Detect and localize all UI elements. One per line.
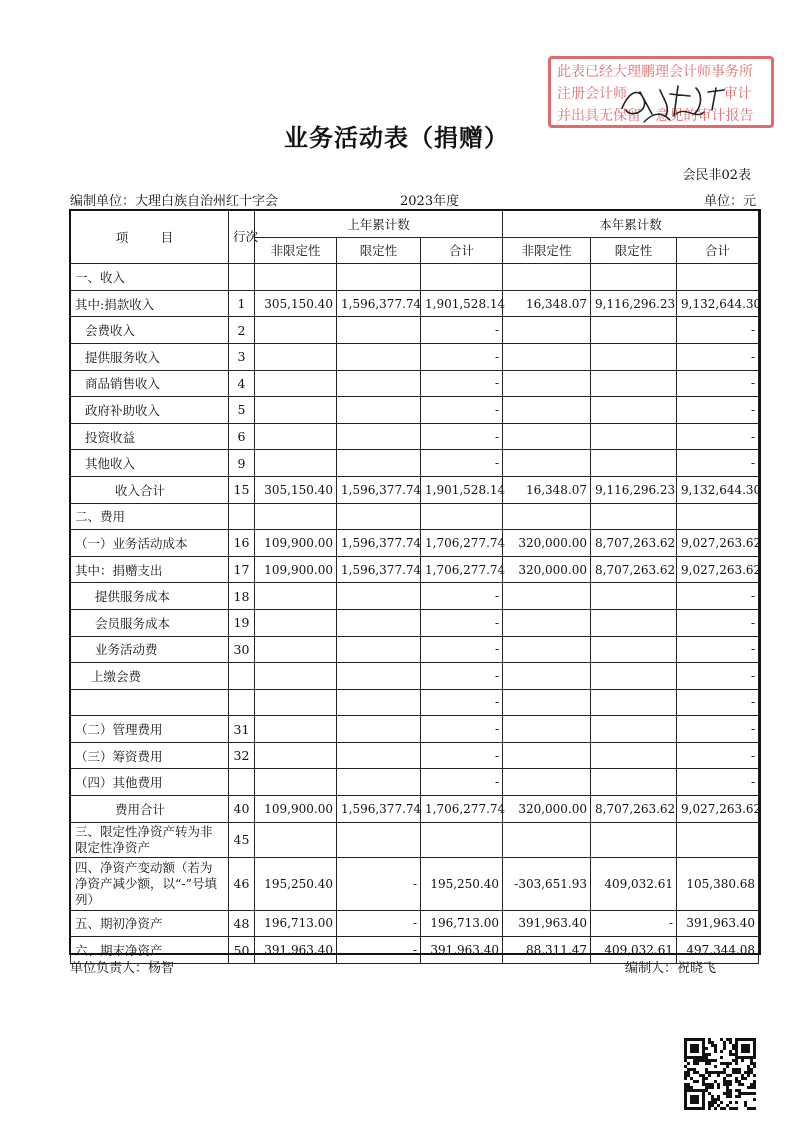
row-value: 1,596,377.74 (337, 530, 421, 557)
row-value: 305,150.40 (255, 476, 337, 503)
header-prev-year: 上年累计数 (255, 211, 503, 238)
table-row (71, 370, 759, 397)
row-line-no: 40 (229, 796, 255, 823)
row-value (421, 822, 503, 857)
row-value (503, 742, 591, 769)
row-value: 1,706,277.74 (421, 796, 503, 823)
row-value (337, 583, 421, 610)
row-line-no (229, 689, 255, 716)
row-line-no: 45 (229, 822, 255, 857)
row-value (503, 503, 591, 530)
row-value: 305,150.40 (255, 290, 337, 317)
row-value: - (421, 450, 503, 477)
row-value: 1,901,528.14 (421, 290, 503, 317)
row-label: 政府补助收入 (71, 397, 229, 424)
row-value (255, 716, 337, 743)
table-row (71, 583, 759, 610)
stamp-line-3: 并出具无保留 意见的审计报告 (557, 108, 754, 124)
row-value (503, 716, 591, 743)
row-line-no: 31 (229, 716, 255, 743)
org-name: 编制单位：大理白族自治州红十字会 (70, 194, 279, 209)
row-value: - (677, 450, 759, 477)
table-row (71, 663, 759, 690)
row-value: - (421, 609, 503, 636)
table-row (71, 609, 759, 636)
row-value (591, 583, 677, 610)
row-value (503, 663, 591, 690)
row-value: 391,963.40 (503, 910, 591, 937)
row-value (255, 317, 337, 344)
row-value (337, 264, 421, 291)
row-value: - (677, 609, 759, 636)
row-value: 320,000.00 (503, 530, 591, 557)
row-value: - (677, 397, 759, 424)
row-value (591, 689, 677, 716)
row-value (255, 423, 337, 450)
row-value (255, 769, 337, 796)
row-value: - (677, 716, 759, 743)
header-curr-total: 合计 (677, 237, 759, 264)
row-label: 六、期末净资产 (71, 937, 229, 964)
row-value: 1,596,377.74 (337, 556, 421, 583)
row-value: 1,596,377.74 (337, 290, 421, 317)
prepared-by: 编制人：祝晓飞 (624, 961, 716, 976)
responsible-person: 单位负责人：杨智 (70, 961, 175, 976)
header-curr-restricted: 限定性 (591, 237, 677, 264)
form-code: 会民非02表 (682, 168, 751, 183)
report-meta (70, 190, 756, 208)
row-value (337, 769, 421, 796)
row-label: 商品销售收入 (71, 370, 229, 397)
row-label: 二、费用 (71, 503, 229, 530)
row-value: - (337, 910, 421, 937)
row-value: 497,344.08 (677, 937, 759, 964)
row-value: 391,963.40 (255, 937, 337, 964)
row-value (503, 689, 591, 716)
row-value: - (421, 370, 503, 397)
row-value (337, 742, 421, 769)
row-value (255, 822, 337, 857)
row-value: - (421, 636, 503, 663)
table-row (71, 742, 759, 769)
row-label: 其他收入 (71, 450, 229, 477)
row-value: - (677, 423, 759, 450)
activity-table (70, 210, 762, 964)
row-value: 109,900.00 (255, 796, 337, 823)
row-value (503, 609, 591, 636)
row-value (503, 397, 591, 424)
row-value (255, 609, 337, 636)
row-value (255, 583, 337, 610)
header-line: 行次 (229, 211, 255, 264)
row-line-no (229, 663, 255, 690)
row-value (255, 503, 337, 530)
row-value: 391,963.40 (421, 937, 503, 964)
row-value (337, 450, 421, 477)
row-line-no: 18 (229, 583, 255, 610)
row-label: 收入合计 (71, 476, 229, 503)
header-item: 项 目 (71, 211, 229, 264)
table-row (71, 769, 759, 796)
row-value (337, 609, 421, 636)
row-value (337, 663, 421, 690)
row-value (255, 636, 337, 663)
row-value (591, 317, 677, 344)
row-value: - (421, 716, 503, 743)
row-label: 费用合计 (71, 796, 229, 823)
header-curr-year: 本年累计数 (503, 211, 759, 238)
row-label: 业务活动费 (71, 636, 229, 663)
row-value: 1,706,277.74 (421, 556, 503, 583)
row-value (337, 343, 421, 370)
row-value (677, 264, 759, 291)
row-label: 五、期初净资产 (71, 910, 229, 937)
row-value: -303,651.93 (503, 857, 591, 910)
row-line-no (229, 769, 255, 796)
row-value (503, 769, 591, 796)
table-row (71, 822, 759, 857)
row-value (591, 423, 677, 450)
row-value: 409,032.61 (591, 857, 677, 910)
table-row (71, 343, 759, 370)
row-value: - (421, 423, 503, 450)
row-line-no: 32 (229, 742, 255, 769)
row-value (503, 264, 591, 291)
row-value (255, 689, 337, 716)
row-value: - (421, 397, 503, 424)
stamp-line-1: 此表已经大理鹏理会计师事务所 (557, 64, 753, 80)
row-value (337, 689, 421, 716)
qr-code-icon (684, 1038, 756, 1110)
table-row (71, 689, 759, 716)
row-value (337, 822, 421, 857)
row-value: 1,596,377.74 (337, 476, 421, 503)
row-value: 196,713.00 (421, 910, 503, 937)
row-value: 109,900.00 (255, 556, 337, 583)
row-value (337, 370, 421, 397)
row-value: 320,000.00 (503, 796, 591, 823)
row-value: 1,901,528.14 (421, 476, 503, 503)
row-value: 391,963.40 (677, 910, 759, 937)
row-value: 9,027,263.62 (677, 556, 759, 583)
row-value (591, 264, 677, 291)
row-value (503, 583, 591, 610)
row-value (421, 264, 503, 291)
row-line-no: 5 (229, 397, 255, 424)
table-row (71, 530, 759, 557)
row-value (255, 663, 337, 690)
row-value (503, 423, 591, 450)
row-value (255, 264, 337, 291)
row-line-no: 4 (229, 370, 255, 397)
row-value (591, 503, 677, 530)
row-label: 会费收入 (71, 317, 229, 344)
row-value (591, 609, 677, 636)
table-row (71, 716, 759, 743)
row-value: 1,706,277.74 (421, 530, 503, 557)
row-line-no: 19 (229, 609, 255, 636)
report-title: 业务活动表（捐赠） (284, 124, 509, 152)
row-value: 16,348.07 (503, 290, 591, 317)
row-line-no: 46 (229, 857, 255, 910)
row-value: - (421, 663, 503, 690)
table-row (71, 317, 759, 344)
header-row-1 (71, 211, 759, 238)
row-value: - (677, 343, 759, 370)
row-value: - (421, 742, 503, 769)
row-value (677, 822, 759, 857)
header-prev-total: 合计 (421, 237, 503, 264)
row-label (71, 689, 229, 716)
row-value: 195,250.40 (421, 857, 503, 910)
row-value: 16,348.07 (503, 476, 591, 503)
row-label: 提供服务成本 (71, 583, 229, 610)
row-value (591, 343, 677, 370)
row-line-no: 1 (229, 290, 255, 317)
row-value (591, 397, 677, 424)
table-row (71, 476, 759, 503)
row-value: - (421, 583, 503, 610)
row-value: - (421, 689, 503, 716)
row-value (677, 503, 759, 530)
row-line-no (229, 264, 255, 291)
row-value: - (677, 583, 759, 610)
stamp-line-2: 注册会计师 审计 (557, 86, 752, 102)
row-value (337, 317, 421, 344)
row-value (255, 397, 337, 424)
table-row (71, 796, 759, 823)
row-value (591, 450, 677, 477)
currency-unit: 单位：元 (703, 194, 756, 209)
row-value: - (591, 910, 677, 937)
row-label: 一、收入 (71, 264, 229, 291)
row-value: 9,116,296.23 (591, 476, 677, 503)
report-year: 2023年度 (400, 194, 460, 209)
row-label: （四）其他费用 (71, 769, 229, 796)
row-label: 上缴会费 (71, 663, 229, 690)
row-value: 1,596,377.74 (337, 796, 421, 823)
row-value: 109,900.00 (255, 530, 337, 557)
header-prev-unrestricted: 非限定性 (255, 237, 337, 264)
row-value: 9,132,644.30 (677, 476, 759, 503)
row-value (591, 769, 677, 796)
row-value: 195,250.40 (255, 857, 337, 910)
row-value (337, 423, 421, 450)
row-value (503, 450, 591, 477)
row-value (255, 370, 337, 397)
table-row (71, 503, 759, 530)
row-value (591, 822, 677, 857)
table-row (71, 264, 759, 291)
row-value: 8,707,263.62 (591, 796, 677, 823)
row-label: 三、限定性净资产转为非限定性净资产 (71, 822, 229, 857)
row-label: 其中:捐款收入 (71, 290, 229, 317)
row-value: 409,032.61 (591, 937, 677, 964)
row-value (591, 716, 677, 743)
row-label: 其中：捐赠支出 (71, 556, 229, 583)
row-value: - (677, 742, 759, 769)
row-label: （二）管理费用 (71, 716, 229, 743)
row-line-no: 15 (229, 476, 255, 503)
row-value: 9,027,263.62 (677, 530, 759, 557)
row-value: - (337, 937, 421, 964)
row-value: 8,707,263.62 (591, 530, 677, 557)
header-prev-restricted: 限定性 (337, 237, 421, 264)
row-value (503, 822, 591, 857)
row-value: - (421, 769, 503, 796)
row-value: - (677, 317, 759, 344)
row-value: - (677, 663, 759, 690)
row-value (255, 742, 337, 769)
row-line-no: 48 (229, 910, 255, 937)
row-label: 提供服务收入 (71, 343, 229, 370)
row-value: 8,707,263.62 (591, 556, 677, 583)
row-label: 四、净资产变动额（若为净资产减少额，以“-”号填列） (71, 857, 229, 910)
row-value (503, 317, 591, 344)
row-value: 196,713.00 (255, 910, 337, 937)
row-label: （一）业务活动成本 (71, 530, 229, 557)
table-row (71, 423, 759, 450)
row-value (255, 450, 337, 477)
table-row (71, 910, 759, 937)
row-line-no: 50 (229, 937, 255, 964)
row-label: （三）筹资费用 (71, 742, 229, 769)
table-row (71, 556, 759, 583)
table-row (71, 636, 759, 663)
table-row (71, 857, 759, 910)
row-value (337, 503, 421, 530)
row-value: - (421, 317, 503, 344)
row-value: 9,027,263.62 (677, 796, 759, 823)
row-value: 9,116,296.23 (591, 290, 677, 317)
row-value: - (677, 769, 759, 796)
row-label: 投资收益 (71, 423, 229, 450)
row-value (503, 636, 591, 663)
row-value: - (337, 857, 421, 910)
row-value (591, 636, 677, 663)
row-value (591, 742, 677, 769)
row-value: - (677, 689, 759, 716)
table-row (71, 397, 759, 424)
row-value (337, 636, 421, 663)
row-value (337, 397, 421, 424)
row-value: - (421, 343, 503, 370)
header-curr-unrestricted: 非限定性 (503, 237, 591, 264)
row-value (503, 370, 591, 397)
row-line-no: 2 (229, 317, 255, 344)
row-line-no: 3 (229, 343, 255, 370)
row-line-no: 17 (229, 556, 255, 583)
table-row (71, 450, 759, 477)
row-value (503, 343, 591, 370)
row-line-no: 30 (229, 636, 255, 663)
row-value: 9,132,644.30 (677, 290, 759, 317)
row-value (255, 343, 337, 370)
row-line-no: 6 (229, 423, 255, 450)
row-value (591, 663, 677, 690)
row-value (421, 503, 503, 530)
row-value: 105,380.68 (677, 857, 759, 910)
row-value (591, 370, 677, 397)
row-line-no: 9 (229, 450, 255, 477)
row-value (337, 716, 421, 743)
row-label: 会员服务成本 (71, 609, 229, 636)
table-row (71, 290, 759, 317)
row-line-no: 16 (229, 530, 255, 557)
row-value: - (677, 370, 759, 397)
row-line-no (229, 503, 255, 530)
row-value: 320,000.00 (503, 556, 591, 583)
row-value: - (677, 636, 759, 663)
row-value: 88,311.47 (503, 937, 591, 964)
